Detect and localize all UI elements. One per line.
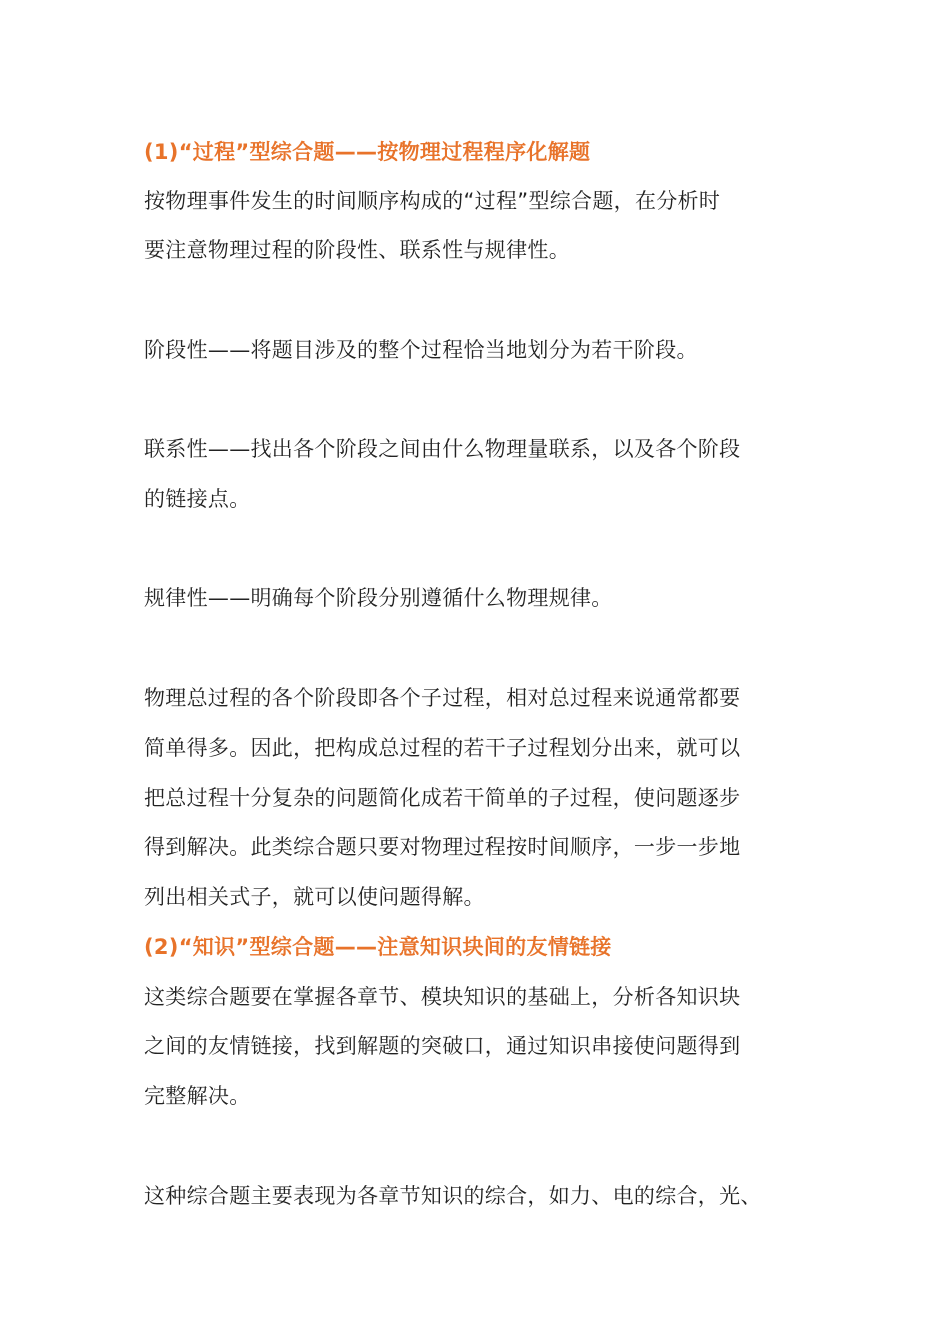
paragraph-line: 之间的友情链接，找到解题的突破口，通过知识串接使问题得到 (144, 1034, 741, 1058)
paragraph-line: 联系性——找出各个阶段之间由什么物理量联系，以及各个阶段 (144, 437, 741, 461)
section-heading-process: (1)“过程”型综合题——按物理过程程序化解题 (144, 140, 591, 164)
paragraph-line: 把总过程十分复杂的问题简化成若干简单的子过程，使问题逐步 (144, 786, 741, 810)
paragraph-line: 这种综合题主要表现为各章节知识的综合，如力、电的综合，光、 (144, 1184, 762, 1208)
paragraph-line: 阶段性——将题目涉及的整个过程恰当地划分为若干阶段。 (144, 338, 698, 362)
paragraph-line: 这类综合题要在掌握各章节、模块知识的基础上，分析各知识块 (144, 985, 741, 1009)
paragraph-line: 规律性——明确每个阶段分别遵循什么物理规律。 (144, 586, 613, 610)
section-heading-knowledge: (2)“知识”型综合题——注意知识块间的友情链接 (144, 935, 612, 959)
paragraph-line: 的链接点。 (144, 487, 251, 511)
paragraph-line: 简单得多。因此，把构成总过程的若干子过程划分出来，就可以 (144, 736, 741, 760)
paragraph-line: 完整解决。 (144, 1084, 251, 1108)
paragraph-line: 按物理事件发生的时间顺序构成的“过程”型综合题，在分析时 (144, 189, 721, 213)
paragraph-line: 物理总过程的各个阶段即各个子过程，相对总过程来说通常都要 (144, 686, 741, 710)
paragraph-line: 得到解决。此类综合题只要对物理过程按时间顺序，一步一步地 (144, 835, 741, 859)
paragraph-line: 列出相关式子，就可以使问题得解。 (144, 885, 485, 909)
paragraph-line: 要注意物理过程的阶段性、联系性与规律性。 (144, 238, 570, 262)
